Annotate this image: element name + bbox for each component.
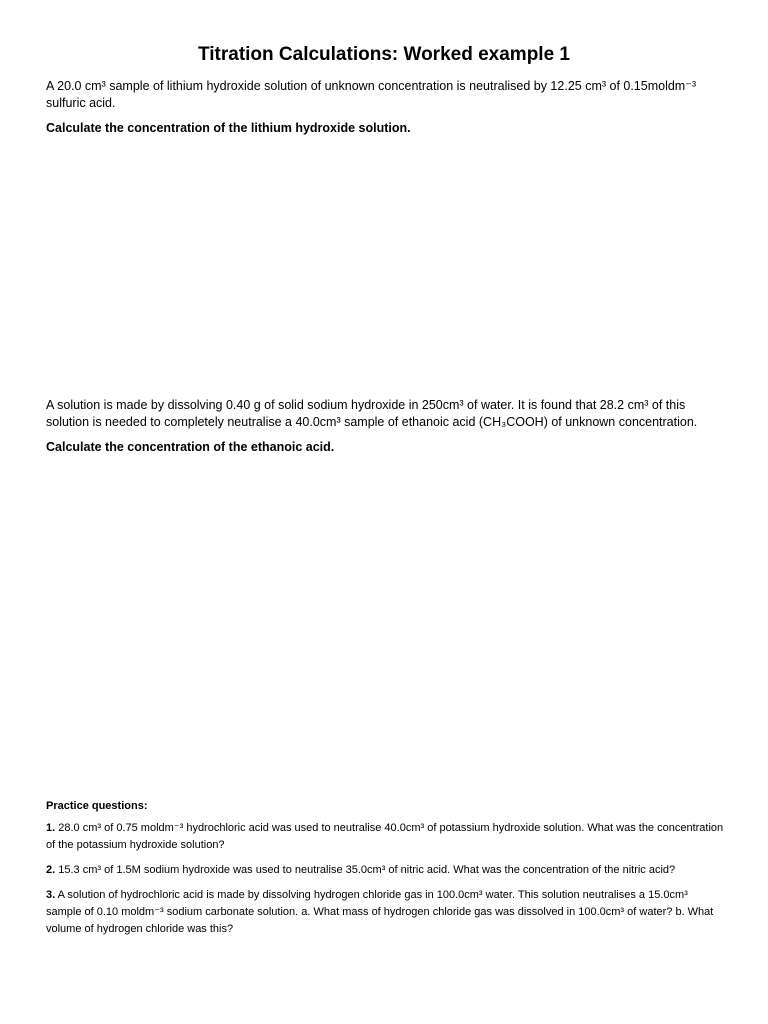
worked-example-1 bbox=[46, 78, 726, 137]
question-text: A solution of hydrochloric acid is made by dissolving hydrogen chloride gas in 100.0cm³ water. This solution neutralises a 15.0cm³ sample of 0.10 moldm⁻³ sodium carbonate solution. a. What mass of hydrogen chloride gas was dissolved in 100.0cm³ of water? b. What volume of hydrogen chloride was this? bbox=[46, 889, 714, 935]
page-title: Titration Calculations: Worked example 1 bbox=[197, 44, 570, 65]
practice-questions bbox=[46, 800, 726, 938]
example1-question: A 20.0 cm³ sample of lithium hydroxide solution of unknown concentration is neutralised by 12.25 cm³ of 0.15moldm⁻³ sulfuric acid. bbox=[46, 79, 696, 110]
question-text: 15.3 cm³ of 1.5M sodium hydroxide was used to neutralise 35.0cm³ of nitric acid. What was the concentration of the nitric acid? bbox=[58, 864, 676, 876]
example1-task: Calculate the concentration of the lithium hydroxide solution. bbox=[46, 121, 411, 135]
question-text: 28.0 cm³ of 0.75 moldm⁻³ hydrochloric acid was used to neutralise 40.0cm³ of potassium hydroxide solution. What was the concentration of the potassium hydroxide solution? bbox=[46, 822, 724, 851]
practice-question-3 bbox=[46, 887, 726, 938]
practice-question-1 bbox=[46, 820, 726, 854]
practice-question-2 bbox=[46, 862, 726, 879]
practice-heading: Practice questions: bbox=[46, 800, 148, 812]
question-number: 2. bbox=[46, 864, 56, 876]
question-number: 1. bbox=[46, 822, 56, 834]
question-number: 3. bbox=[46, 889, 56, 901]
example2-task: Calculate the concentration of the ethanoic acid. bbox=[46, 440, 335, 454]
worked-example-2 bbox=[46, 397, 726, 456]
example2-question: A solution is made by dissolving 0.40 g of solid sodium hydroxide in 250cm³ of water. It is found that 28.2 cm³ of this solution is needed to completely neutralise a 40.0cm³ sample of ethanoic acid (CH₃COOH) of unknown concentration. bbox=[46, 398, 698, 429]
